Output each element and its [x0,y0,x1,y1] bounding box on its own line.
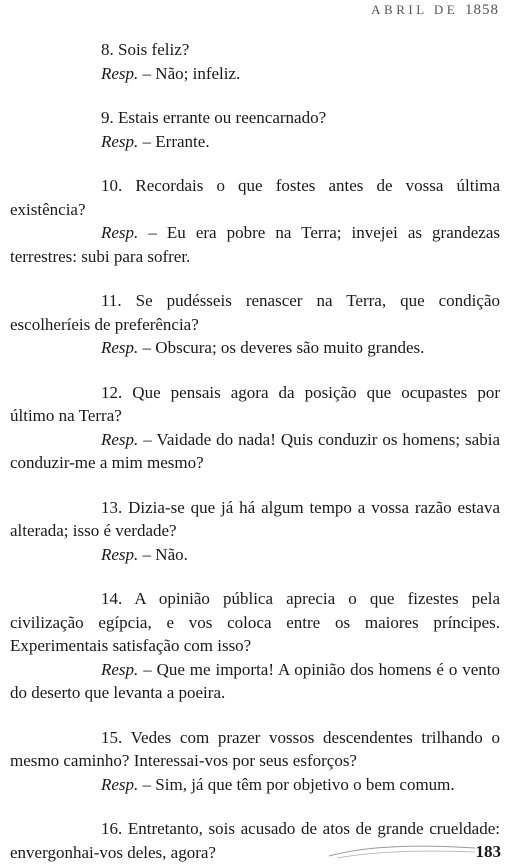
question-paragraph [10,38,500,62]
decorative-swash-ornament [327,842,477,860]
question-text: 15. Vedes com prazer vossos descendentes trilhando o [101,727,500,747]
question-paragraph [10,174,500,221]
answer-paragraph [10,221,500,268]
question-paragraph [10,496,500,543]
question-text: 11. Se pudésseis renascer na Terra, que condição [101,291,500,310]
question-text: 12. Que pensais agora da posição que ocupastes por [101,382,500,402]
question-paragraph [10,289,500,336]
answer-paragraph [10,428,500,475]
resp-label: Resp. [101,544,139,564]
running-head [371,2,499,19]
answer-paragraph [10,62,500,86]
paragraph-gap [10,85,500,106]
question-text: 16. Entretanto, sois acusado de atos de grande crueldade: [101,819,500,838]
paragraph-gap [10,566,500,587]
answer-text: – Sim, já que têm por objetivo o bem comum. [138,774,455,794]
answer-text: – Não; infeliz. [138,63,241,83]
page-body [10,38,500,864]
answer-text: – Errante. [138,131,210,151]
answer-text: – Que me importa! A opinião dos homens é o vento [138,659,500,679]
question-paragraph [10,106,500,130]
paragraph-gap [10,475,500,496]
question-text: 10. Recordais o que fostes antes de vossa última existência? [10,176,500,219]
question-text: 9. Estais errante ou reencarnado? [101,108,327,127]
answer-text: conduzir-me a mim mesmo? [10,453,204,472]
answer-text: do deserto que levanta a poeira. [10,683,226,702]
question-text: envergonhai-vos deles, agora? [10,842,216,862]
question-text: 13. Dizia-se que já há algum tempo a vossa razão estava [101,497,500,517]
question-text: alterada; isso é verdade? [10,521,177,540]
paragraph-gap [10,153,500,174]
paragraph-gap [10,705,500,726]
answer-paragraph [10,773,500,797]
answer-paragraph [10,336,500,360]
paragraph-gap [10,360,500,381]
answer-paragraph [10,543,500,567]
resp-label: Resp. [101,131,139,151]
resp-label: Resp. [101,659,139,679]
answer-paragraph [10,658,500,705]
answer-text: – Obscura; os deveres são muito grandes. [138,338,425,357]
resp-label: Resp. [101,223,139,242]
resp-label: Resp. [101,338,139,357]
resp-label: Resp. [101,429,139,449]
question-text: Experimentais satisfação com isso? [10,636,252,655]
question-text: civilização egípcia, e vos coloca entre os maiores príncipes. [10,612,500,632]
answer-text: terrestres: subi para sofrer. [10,246,191,266]
question-text: 14. A opinião pública aprecia o que fizestes pela [101,589,500,608]
paragraph-gap [10,268,500,289]
question-paragraph [10,587,500,658]
running-head-title: ABRIL DE [371,2,459,17]
question-text: mesmo caminho? Interessai-vos por seus esforços? [10,751,357,770]
resp-label: Resp. [101,774,139,794]
running-head-year: 1858 [465,2,499,18]
question-text: escolheríeis de preferência? [10,314,199,334]
question-paragraph [10,381,500,428]
question-text: 8. Sois feliz? [101,40,190,59]
answer-paragraph [10,130,500,154]
page-number: 183 [475,842,501,861]
paragraph-gap [10,796,500,817]
question-text: último na Terra? [10,406,122,425]
question-paragraph [10,726,500,773]
answer-text: – Vaidade do nada! Quis conduzir os homens; sabia [138,429,500,449]
resp-label: Resp. [101,63,139,83]
answer-text: – Eu era pobre na Terra; invejei as grandezas [138,223,500,242]
answer-text: – Não. [138,544,188,564]
